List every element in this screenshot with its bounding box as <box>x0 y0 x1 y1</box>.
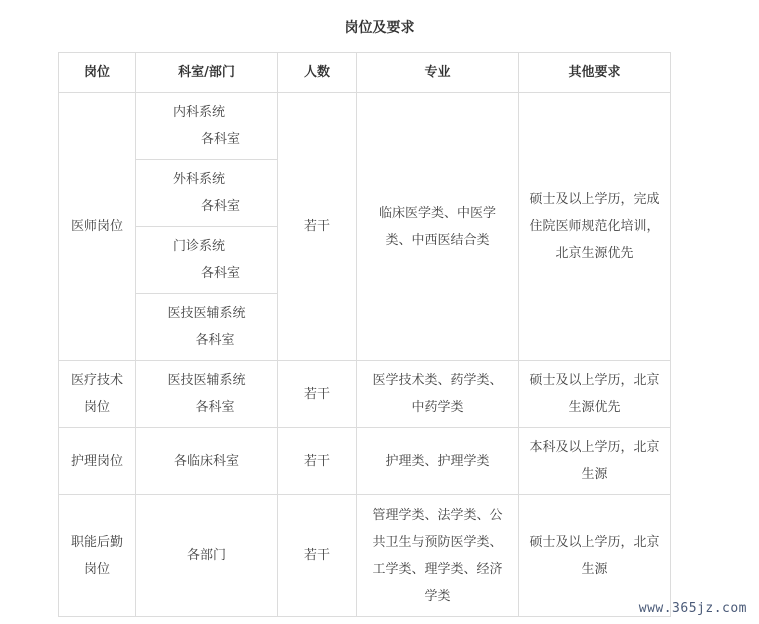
cell-dept: 内科系统 各科室 <box>136 93 278 160</box>
cell-major-doctor: 临床医学类、中医学 类、中西医结合类 <box>357 93 519 361</box>
table-row <box>59 428 671 495</box>
cell-count-admin: 若干 <box>278 495 357 617</box>
positions-table <box>58 52 671 617</box>
header-major: 专业 <box>357 53 519 93</box>
header-post: 岗位 <box>59 53 136 93</box>
header-dept: 科室/部门 <box>136 53 278 93</box>
cell-other-tech: 硕士及以上学历，北京 生源优先 <box>519 361 671 428</box>
cell-count-nurse: 若干 <box>278 428 357 495</box>
cell-count-doctor: 若干 <box>278 93 357 361</box>
cell-dept-nurse: 各临床科室 <box>136 428 278 495</box>
table-title: 岗位及要求 <box>344 20 415 36</box>
cell-major-admin: 管理学类、法学类、公 共卫生与预防医学类、 工学类、理学类、经济 学类 <box>357 495 519 617</box>
table-row <box>59 495 671 617</box>
cell-dept: 医技医辅系统 各科室 <box>136 361 278 428</box>
cell-other-doctor: 硕士及以上学历，完成 住院医师规范化培训， 北京生源优先 <box>519 93 671 361</box>
header-count: 人数 <box>278 53 357 93</box>
cell-post-tech: 医疗技术 岗位 <box>59 361 136 428</box>
header-other: 其他要求 <box>519 53 671 93</box>
cell-post-nurse: 护理岗位 <box>59 428 136 495</box>
table-row <box>59 361 671 428</box>
cell-major-nurse: 护理类、护理学类 <box>357 428 519 495</box>
cell-post-doctor: 医师岗位 <box>59 93 136 361</box>
cell-major-tech: 医学技术类、药学类、 中药学类 <box>357 361 519 428</box>
cell-dept: 医技医辅系统 各科室 <box>136 294 278 361</box>
cell-dept-admin: 各部门 <box>136 495 278 617</box>
cell-dept: 门诊系统 各科室 <box>136 227 278 294</box>
watermark: www.365jz.com <box>638 601 747 616</box>
cell-count-tech: 若干 <box>278 361 357 428</box>
header-row <box>59 53 671 93</box>
cell-other-nurse: 本科及以上学历，北京 生源 <box>519 428 671 495</box>
cell-post-admin: 职能后勤 岗位 <box>59 495 136 617</box>
cell-other-admin: 硕士及以上学历，北京 生源 <box>519 495 671 617</box>
table-row <box>59 93 671 160</box>
cell-dept: 外科系统 各科室 <box>136 160 278 227</box>
